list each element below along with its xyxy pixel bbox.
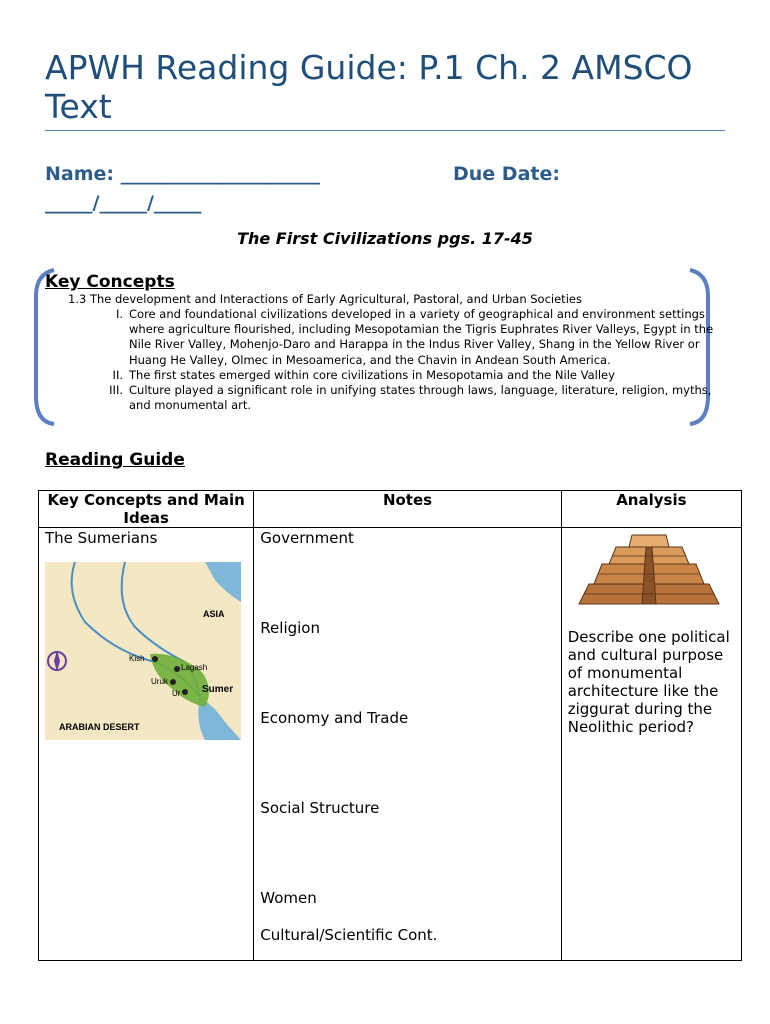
notes-topic-religion: Religion bbox=[260, 619, 320, 637]
map-label-desert: ARABIAN DESERT bbox=[59, 722, 140, 732]
title-rule bbox=[45, 130, 725, 131]
key-concepts-list bbox=[90, 307, 715, 413]
map-label-sumer: Sumer bbox=[202, 684, 234, 695]
due-date-blank: _____/_____/_____ bbox=[45, 192, 202, 214]
reading-guide-table bbox=[38, 490, 742, 961]
notes-topic-women: Women bbox=[260, 889, 317, 907]
page-title: APWH Reading Guide: P.1 Ch. 2 AMSCO Text bbox=[45, 48, 693, 126]
map-label-kish: Kish bbox=[129, 654, 145, 663]
map-label-ur: Ur bbox=[172, 689, 181, 698]
map-label-asia: ASIA bbox=[203, 609, 225, 619]
chapter-subtitle: The First Civilizations pgs. 17-45 bbox=[237, 229, 533, 248]
list-item-text: The first states emerged within core civilizations in Mesopotamia and the Nile Valley bbox=[129, 367, 615, 382]
ziggurat-illustration bbox=[574, 529, 724, 609]
notes-topic-government: Government bbox=[260, 529, 354, 547]
list-item-text: Core and foundational civilizations developed in a variety of geographical and environment settings where agriculture flourished, including Mesopotamian the Tigris Euphrates River Valleys, Egypt in the Nile River Valley, Mohenjo-Daro and Harappa in the Indus River Valley, Shang in the Yellow River or Huang He Valley, Olmec in Mesoamerica, and the Chavin in Andean South America. bbox=[129, 307, 714, 367]
notes-cell[interactable] bbox=[254, 528, 561, 961]
list-item bbox=[90, 383, 715, 413]
table-row bbox=[39, 528, 742, 961]
list-item bbox=[90, 307, 715, 368]
mesopotamia-map bbox=[45, 562, 241, 740]
due-date-label: Due Date: bbox=[453, 163, 560, 185]
map-label-uruk: Uruk bbox=[151, 677, 168, 686]
list-item bbox=[90, 368, 715, 383]
list-item-text: Culture played a significant role in unifying states through laws, language, literature, religion, myths, and monumental art. bbox=[129, 383, 712, 413]
column-header-notes: Notes bbox=[254, 491, 561, 528]
notes-topic-cultural: Cultural/Scientific Cont. bbox=[260, 926, 438, 944]
analysis-question: Describe one political and cultural purpose of monumental architecture like the ziggurat during the Neolithic period? bbox=[567, 628, 730, 736]
reading-guide-heading: Reading Guide bbox=[45, 450, 185, 470]
table-header-row bbox=[39, 491, 742, 528]
column-header-analysis: Analysis bbox=[561, 491, 741, 528]
list-item-number: I. bbox=[115, 307, 123, 321]
column-header-key-concepts: Key Concepts and Main Ideas bbox=[39, 491, 254, 528]
list-item-number: III. bbox=[109, 383, 123, 398]
map-label-lagash: Lagash bbox=[181, 663, 208, 672]
list-item-number: II. bbox=[112, 367, 123, 382]
notes-topic-social-structure: Social Structure bbox=[260, 799, 380, 817]
key-concepts-heading: Key Concepts bbox=[45, 272, 175, 292]
notes-topic-economy: Economy and Trade bbox=[260, 709, 409, 727]
key-concept-standard: 1.3 The development and Interactions of Early Agricultural, Pastoral, and Urban Societies bbox=[68, 292, 582, 306]
name-field-label: Name: _____________________ bbox=[45, 163, 321, 185]
key-concepts-cell[interactable] bbox=[39, 528, 254, 961]
row-label: The Sumerians bbox=[45, 529, 158, 547]
analysis-cell[interactable] bbox=[561, 528, 741, 961]
